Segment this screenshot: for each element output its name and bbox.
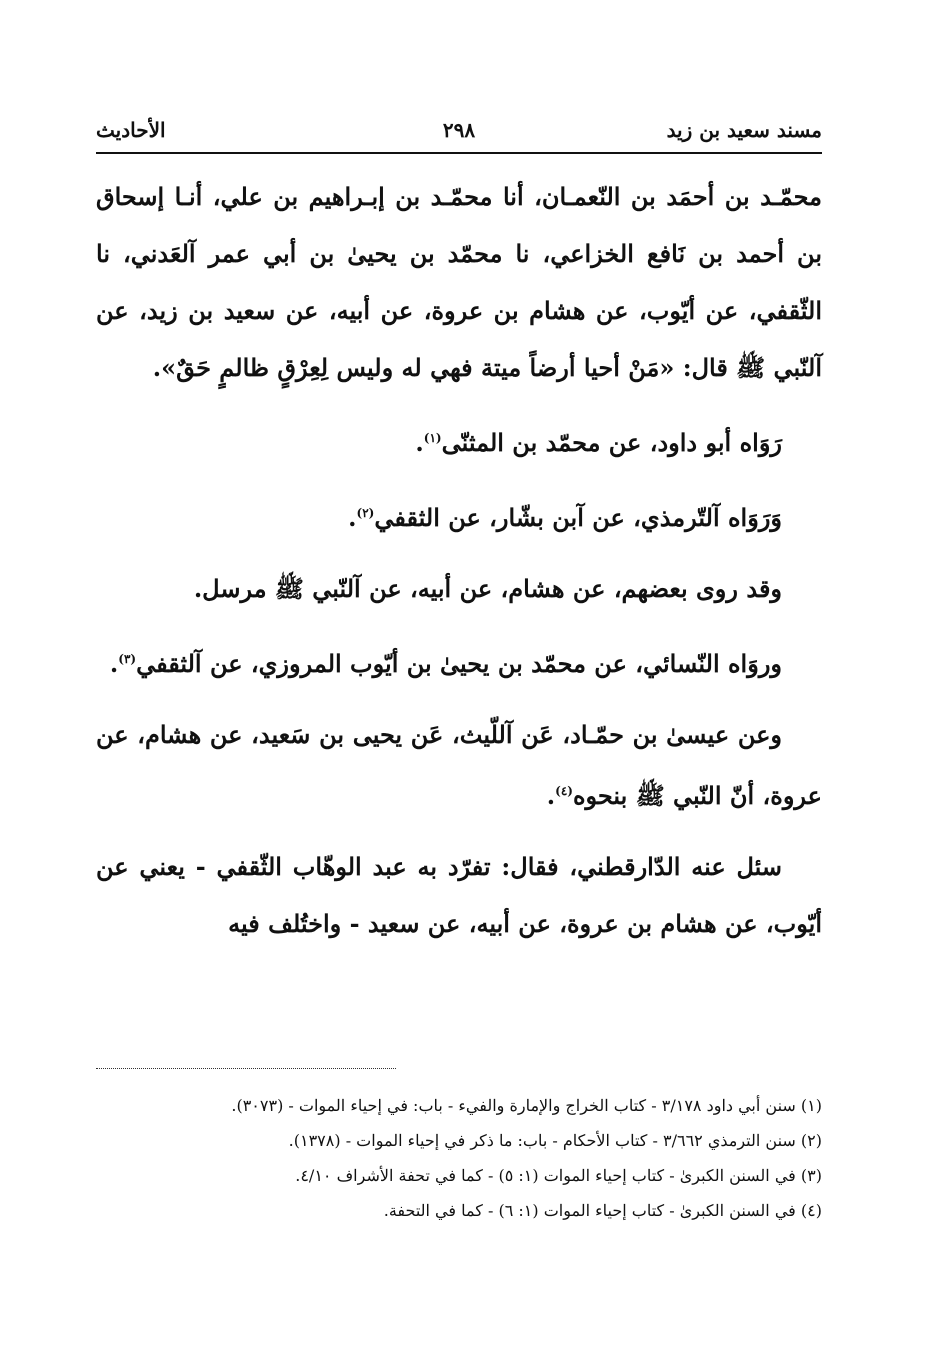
footnote-separator <box>96 1068 396 1069</box>
narration-text: وروَاه النّسائي، عن محمّد بن يحيىٰ بن أيّوب المروزي، عن آلثقفي <box>136 649 782 678</box>
narration-paragraph: وروَاه النّسائي، عن محمّد بن يحيىٰ بن أيّوب المروزي، عن آلثقفي$^{(٣)}$. <box>109 649 782 678</box>
narration-paragraph: رَوَاه أبو داود، عن محمّد بن المثنّى$^{(١)}$. <box>415 428 782 457</box>
narration-paragraph: وَرَوَاه آلتّرمذي، عن آبن بشّار، عن الثقفي$^{(٢)}$. <box>348 503 782 532</box>
running-header <box>96 112 822 154</box>
narration-paragraph: وعن عيسىٰ بن حمّـاد، عَن آللّيث، عَن يحيى بن سَعيد، عن هشام، عن عروة، أنّ النّبي ﷺ بنحوه$^{(٤)}$. <box>96 720 822 810</box>
narration-text: وَرَوَاه آلتّرمذي، عن آبن بشّار، عن الثقفي <box>374 503 782 532</box>
commentary-paragraph: سئل عنه الدّارقطني، فقال: تفرّد به عبد الوهّاب الثّقفي - يعني عن أيّوب، عن هشام بن عروة، عن أبيه، عن سعيد - واختُلف فيه <box>96 852 822 938</box>
hadith-paragraph: محمّـد بن أحمَد بن النّعمـان، أنا محمّـد بن إبـراهيم بن علي، أنـا إسحاق بن أحمد بن نَافع الخزاعي، نا محمّد بن يحيىٰ بن أبي عمر آلعَدني، نا الثّقفي، عن أيّوب، عن هشام بن عروة، عن أبيه، عن سعيد بن زيد، عن آلنّبي ﷺ قال: «مَنْ أحيا أرضاً ميتة فهي له وليس لِعِرْقٍ ظالمٍ حَقٌ». <box>96 182 822 382</box>
footnote-ref: (٣) <box>118 652 137 666</box>
header-section-title: الأحاديث <box>96 118 166 142</box>
footnote: (٣) في السنن الكبرىٰ - كتاب إحياء الموات (١: ٥) - كما في تحفة الأشراف ٤/١٠. <box>295 1166 822 1185</box>
footnote-ref: (٢) <box>356 506 375 520</box>
footnote-ref: (١) <box>423 431 442 445</box>
narration-paragraph: وقد روى بعضهم، عن هشام، عن أبيه، عن آلنّبي ﷺ مرسل. <box>193 574 782 603</box>
footnotes <box>96 1092 822 1232</box>
footnote: (١) سنن أبي داود ٣/١٧٨ - كتاب الخراج والإمارة والفيء - باب: في إحياء الموات - (٣٠٧٣). <box>231 1096 822 1115</box>
page-number: ٢٩٨ <box>442 118 476 142</box>
main-text <box>96 168 822 952</box>
footnote-ref: (٤) <box>555 784 573 798</box>
header-book-title: مسند سعيد بن زيد <box>666 118 822 142</box>
narration-text: وعن عيسىٰ بن حمّـاد، عَن آللّيث، عَن يحيى بن سَعيد، عن هشام، عن عروة، أنّ النّبي ﷺ بنحوه <box>96 720 822 810</box>
footnote: (٢) سنن الترمذي ٣/٦٦٢ - كتاب الأحكام - باب: ما ذكر في إحياء الموات - (١٣٧٨). <box>288 1131 822 1150</box>
narration-text: رَوَاه أبو داود، عن محمّد بن المثنّى <box>441 428 782 457</box>
footnote: (٤) في السنن الكبرىٰ - كتاب إحياء الموات (١: ٦) - كما في التحفة. <box>383 1201 822 1220</box>
